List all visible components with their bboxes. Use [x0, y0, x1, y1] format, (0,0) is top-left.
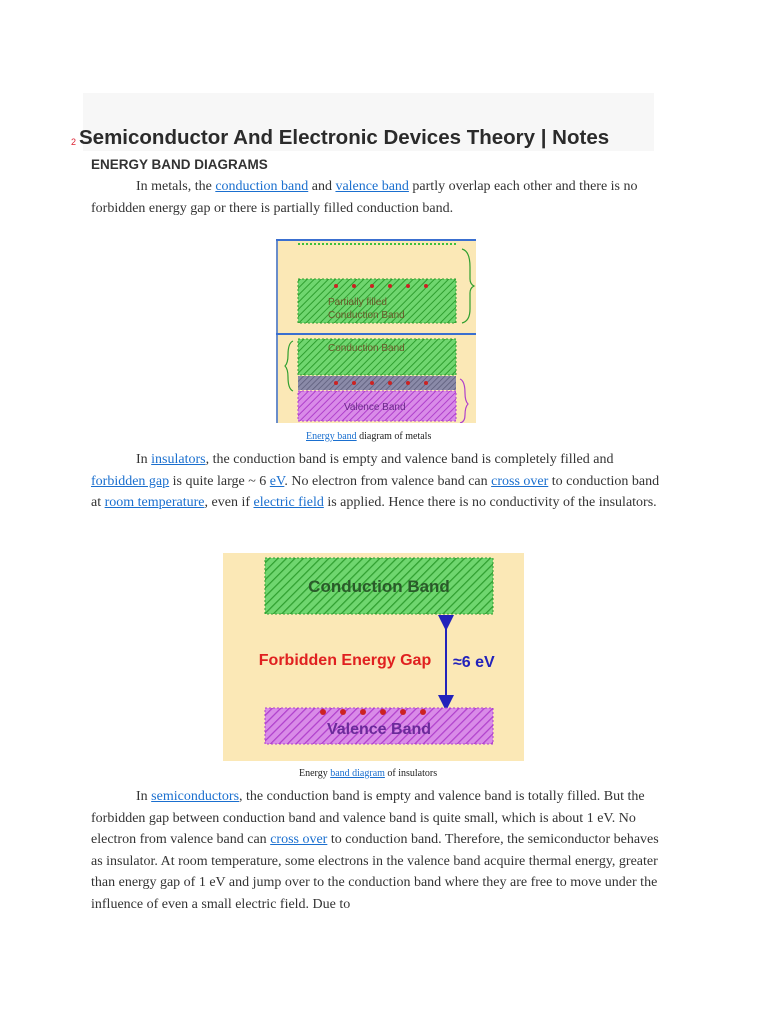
text-run: , even if	[204, 495, 254, 511]
forbidden-gap-label: Forbidden Energy Gap	[258, 652, 432, 669]
link-electric-field[interactable]: electric field	[253, 495, 324, 511]
text-run: to conduction band. Therefore, the semiconductor behaves as insulator. At room temperature, some electrons in the valence band acquire thermal energy, greater than energy gap of 1 eV and jump over to the conduction band where they are free to move under the influence of even a small electric field. Due to	[91, 832, 659, 912]
valence-band-label: Valence Band	[326, 721, 432, 738]
link-cross-over-2[interactable]: cross over	[270, 832, 328, 848]
section-heading: ENERGY BAND DIAGRAMS	[91, 157, 268, 172]
gap-value-label: ≈6 eV	[453, 654, 495, 671]
partial-band-label-1: Partially filled	[328, 297, 387, 308]
caption-text: of insulators	[384, 768, 438, 779]
link-semiconductors[interactable]: semiconductors	[151, 789, 240, 804]
link-band-diagram[interactable]: band diagram	[330, 768, 385, 779]
text-run: and	[308, 179, 336, 194]
caption-text: diagram of metals	[356, 431, 432, 442]
text-run: partly overlap each other and there is no forbidden energy gap or there is partially filled conduction band.	[91, 179, 638, 216]
conduction-band-label: Conduction Band	[328, 343, 405, 354]
conduction-band-label: Conduction Band	[308, 577, 450, 596]
text-run: In	[136, 452, 152, 467]
valence-band-label: Valence Band	[344, 402, 406, 413]
paragraph-semiconductors	[91, 786, 666, 916]
link-forbidden-gap[interactable]: forbidden gap	[91, 473, 170, 489]
paragraph-metals	[91, 176, 666, 219]
link-energy-band[interactable]: Energy band	[306, 431, 357, 442]
link-conduction-band[interactable]: conduction band	[215, 179, 309, 194]
paragraph-insulators	[91, 449, 666, 514]
text-run: , the conduction band is empty and valence band is totally filled. But the forbidden gap between conduction band and valence band is quite small, which is about 1 eV. No electron from valence band can	[91, 789, 645, 848]
overlap-region	[298, 376, 456, 390]
figure-caption-metals	[306, 431, 431, 442]
insulator-band-diagram	[223, 553, 524, 761]
page-title: Semiconductor And Electronic Devices Theory | Notes	[79, 126, 610, 149]
metals-band-diagram	[276, 239, 476, 423]
text-run: to conduction band at	[91, 473, 660, 511]
text-run: , the conduction band is empty and valence band is completely filled and	[205, 452, 614, 467]
partial-band-label-2: Conduction Band	[328, 310, 405, 321]
text-run: In metals, the	[136, 179, 216, 194]
link-insulators[interactable]: insulators	[151, 452, 206, 467]
text-run: is quite large ~ 6	[169, 473, 270, 489]
text-run: is applied. Hence there is no conductivity of the insulators.	[323, 495, 657, 511]
link-room-temperature[interactable]: room temperature	[104, 495, 205, 511]
page-number: 2	[71, 137, 77, 147]
text-run: In	[136, 789, 152, 804]
link-valence-band[interactable]: valence band	[335, 179, 409, 194]
caption-text: Energy	[299, 768, 331, 779]
link-ev[interactable]: eV	[269, 473, 285, 489]
link-cross-over[interactable]: cross over	[491, 473, 549, 489]
text-run: . No electron from valence band can	[284, 473, 492, 489]
figure-caption-insulators	[299, 768, 437, 779]
